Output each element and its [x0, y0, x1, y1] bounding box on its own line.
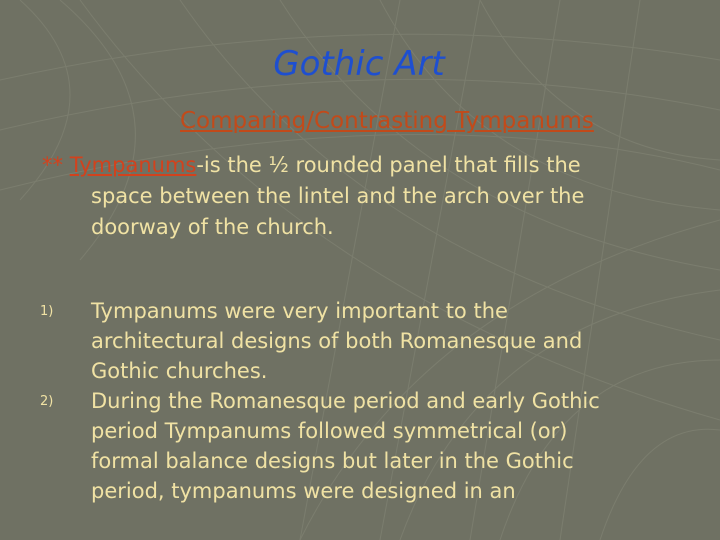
list-item-line: period, tympanums were designed in an — [91, 479, 516, 503]
slide-subtitle: Comparing/Contrasting Tympanums — [180, 108, 594, 134]
list-item — [0, 296, 720, 386]
list-item-line: During the Romanesque period and early Gothic — [91, 389, 600, 413]
slide-title — [0, 44, 720, 84]
slide-title-text: Gothic Art — [273, 44, 445, 84]
definition-term: Tympanums — [69, 153, 197, 177]
definition-line-2: space between the lintel and the arch over the — [91, 184, 585, 208]
list-item-line: Gothic churches. — [91, 359, 268, 383]
list-item-line: period Tympanums followed symmetrical (or) — [91, 419, 568, 443]
list-item-number: 1) — [40, 304, 54, 319]
numbered-list — [0, 296, 720, 506]
list-item-text — [91, 386, 671, 506]
list-item-text — [91, 296, 671, 386]
list-item — [0, 386, 720, 506]
definition-line-3: doorway of the church. — [91, 215, 334, 239]
list-item-line: formal balance designs but later in the Gothic — [91, 449, 574, 473]
definition-paragraph — [42, 150, 682, 243]
list-item-line: architectural designs of both Romanesque and — [91, 329, 583, 353]
list-item-number: 2) — [40, 394, 54, 409]
definition-marker: ** — [42, 153, 63, 177]
list-item-line: Tympanums were very important to the — [91, 299, 508, 323]
definition-line-1: -is the ½ rounded panel that fills the — [196, 153, 581, 177]
